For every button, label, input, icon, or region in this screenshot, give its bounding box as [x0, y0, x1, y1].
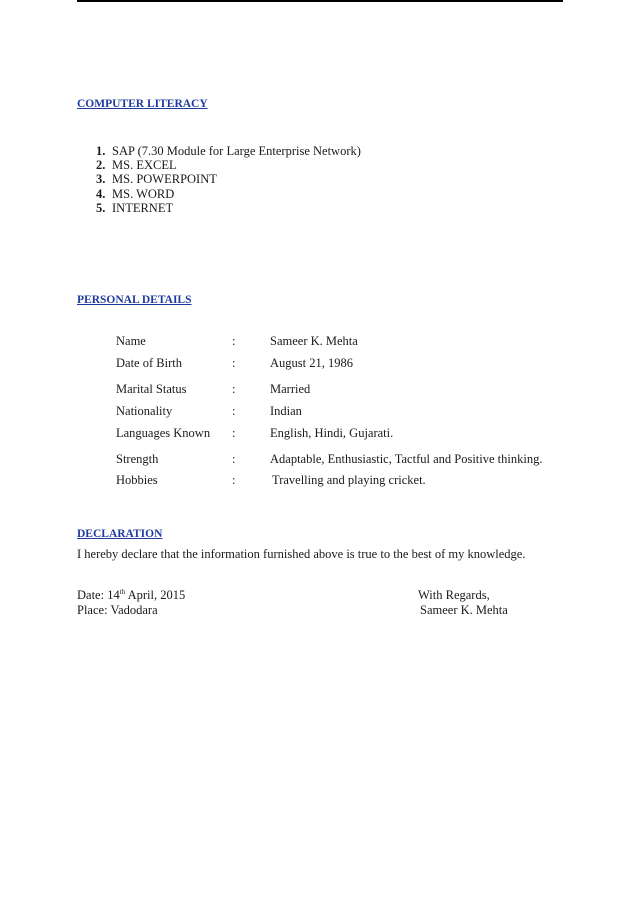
detail-value: Sameer K. Mehta [270, 334, 358, 348]
top-rule [77, 0, 563, 2]
declaration-heading: DECLARATION [77, 528, 163, 540]
list-number: 1. [96, 144, 106, 158]
list-item [96, 201, 361, 215]
detail-separator: : [232, 334, 236, 348]
list-text: MS. EXCEL [112, 158, 177, 173]
detail-separator: : [232, 473, 236, 487]
detail-label: Name [116, 334, 146, 348]
detail-separator: : [232, 426, 236, 440]
detail-label: Date of Birth [116, 356, 182, 370]
list-number: 5. [96, 200, 106, 215]
detail-value: Married [270, 382, 311, 396]
date-prefix: Date: 14 [77, 588, 120, 602]
list-number: 4. [96, 186, 106, 201]
list-text: INTERNET [112, 200, 174, 215]
detail-separator: : [232, 382, 236, 396]
detail-value: Travelling and playing cricket. [272, 473, 426, 487]
list-text: SAP (7.30 Module for Large Enterprise Network) [112, 144, 361, 158]
detail-value: Adaptable, Enthusiastic, Tactful and Positive thinking. [270, 452, 543, 466]
detail-value: August 21, 1986 [270, 356, 353, 370]
detail-value: Indian [270, 404, 302, 418]
detail-label: Nationality [116, 404, 173, 418]
date-superscript: th [119, 587, 126, 596]
detail-separator: : [232, 404, 236, 418]
detail-separator: : [232, 356, 236, 370]
footer-place: Place: Vadodara [77, 603, 158, 617]
footer-regards: With Regards, [418, 588, 490, 602]
list-number: 3. [96, 172, 106, 187]
detail-label: Languages Known [116, 426, 211, 440]
footer-date [77, 588, 185, 603]
detail-separator: : [232, 452, 236, 466]
date-suffix: April, 2015 [125, 588, 186, 602]
list-item [96, 158, 361, 172]
detail-value: English, Hindi, Gujarati. [270, 426, 394, 440]
list-item [96, 187, 361, 201]
computer-literacy-list [96, 144, 361, 215]
list-text: MS. POWERPOINT [112, 172, 217, 187]
computer-literacy-heading: COMPUTER LITERACY [77, 98, 208, 110]
detail-label: Hobbies [116, 473, 158, 487]
detail-label: Marital Status [116, 382, 187, 396]
detail-label: Strength [116, 452, 159, 466]
list-number: 2. [96, 158, 106, 173]
list-item [96, 172, 361, 186]
list-text: MS. WORD [112, 186, 175, 201]
declaration-text: I hereby declare that the information furnished above is true to the best of my knowledge. [77, 547, 526, 561]
list-item [96, 144, 361, 158]
personal-details-heading: PERSONAL DETAILS [77, 294, 192, 306]
footer-signature: Sameer K. Mehta [420, 603, 508, 617]
